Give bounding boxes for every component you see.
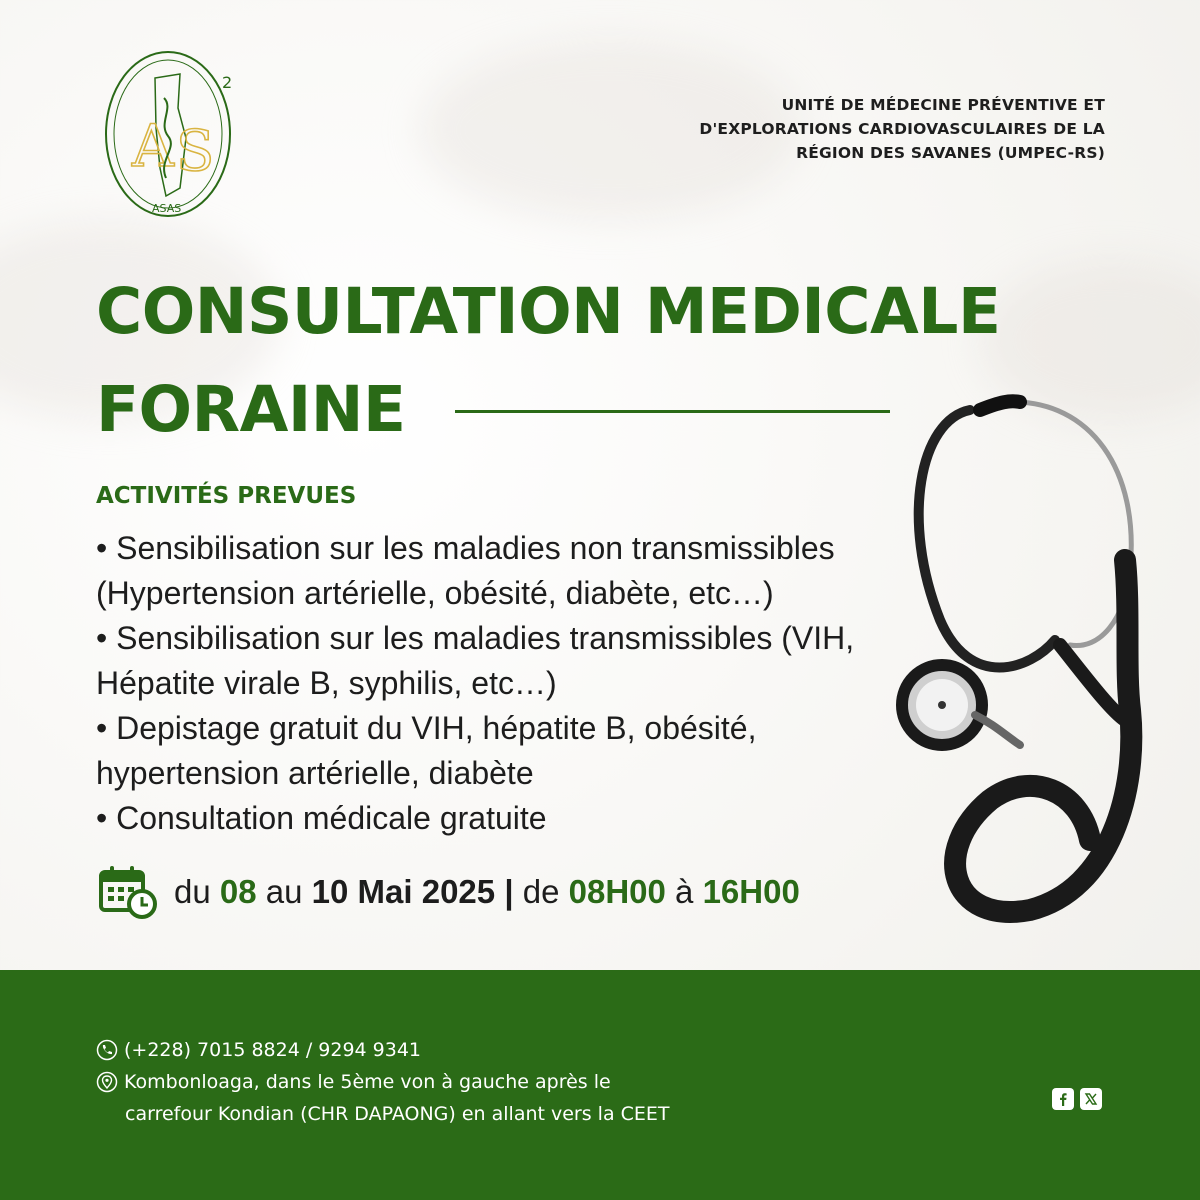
svg-text:S: S: [176, 119, 215, 184]
schedule-from-word: du: [174, 873, 211, 910]
organization-line-2: D'EXPLORATIONS CARDIOVASCULAIRES DE LA: [699, 120, 1105, 138]
contact-address-line-2: [125, 1099, 670, 1129]
schedule-separator: |: [504, 873, 514, 910]
stethoscope-illustration: [880, 370, 1200, 930]
schedule-start-day: 08: [219, 873, 257, 910]
organization-line-1: UNITÉ DE MÉDECINE PRÉVENTIVE ET: [781, 96, 1105, 114]
activity-item: • Consultation médicale gratuite: [96, 796, 936, 841]
schedule-end-time: 16H00: [702, 873, 800, 910]
activity-item: • Sensibilisation sur les maladies non transmissibles (Hypertension artérielle, obésité, diabète, etc…): [96, 526, 936, 616]
activities-heading: ACTIVITÉS PREVUES: [96, 483, 357, 509]
activities-list: [96, 526, 936, 841]
schedule-to-word: au: [265, 873, 303, 910]
organization-line-3: RÉGION DES SAVANES (UMPEC-RS): [796, 144, 1105, 162]
x-twitter-icon[interactable]: [1080, 1088, 1102, 1110]
schedule-end-date: 10 Mai 2025: [311, 873, 496, 910]
page-title-line-2: FORAINE: [96, 373, 406, 446]
location-pin-icon: [96, 1071, 118, 1093]
logo-superscript: 2: [222, 73, 233, 92]
contact-address-text-1: Kombonloaga, dans le 5ème von à gauche après le: [124, 1071, 611, 1093]
contact-address-text-2: carrefour Kondian (CHR DAPAONG) en allant vers la CEET: [125, 1103, 670, 1125]
svg-text:A: A: [132, 112, 174, 180]
schedule-time-from-word: de: [522, 873, 560, 910]
logo-bottom-text: ASAS: [152, 202, 182, 215]
schedule-start-time: 08H00: [568, 873, 666, 910]
schedule-row: [98, 864, 918, 920]
activity-item: • Sensibilisation sur les maladies transmissibles (VIH, Hépatite virale B, syphilis, etc…): [96, 616, 936, 706]
calendar-clock-icon: [98, 864, 158, 920]
title-divider: [455, 410, 890, 413]
contact-address-line-1: [96, 1067, 611, 1097]
schedule-time-to-word: à: [675, 873, 694, 910]
organization-name: [545, 93, 1105, 165]
social-icons: [1052, 1088, 1102, 1110]
facebook-icon[interactable]: [1052, 1088, 1074, 1110]
page-title-line-1: CONSULTATION MEDICALE: [96, 275, 1001, 348]
phone-icon: [96, 1039, 118, 1061]
contact-phone: [96, 1035, 421, 1065]
schedule-text: [174, 873, 800, 911]
contact-phone-text: (+228) 7015 8824 / 9294 9341: [124, 1039, 422, 1061]
asas-logo: [100, 48, 240, 220]
activity-item: • Depistage gratuit du VIH, hépatite B, obésité, hypertension artérielle, diabète: [96, 706, 936, 796]
